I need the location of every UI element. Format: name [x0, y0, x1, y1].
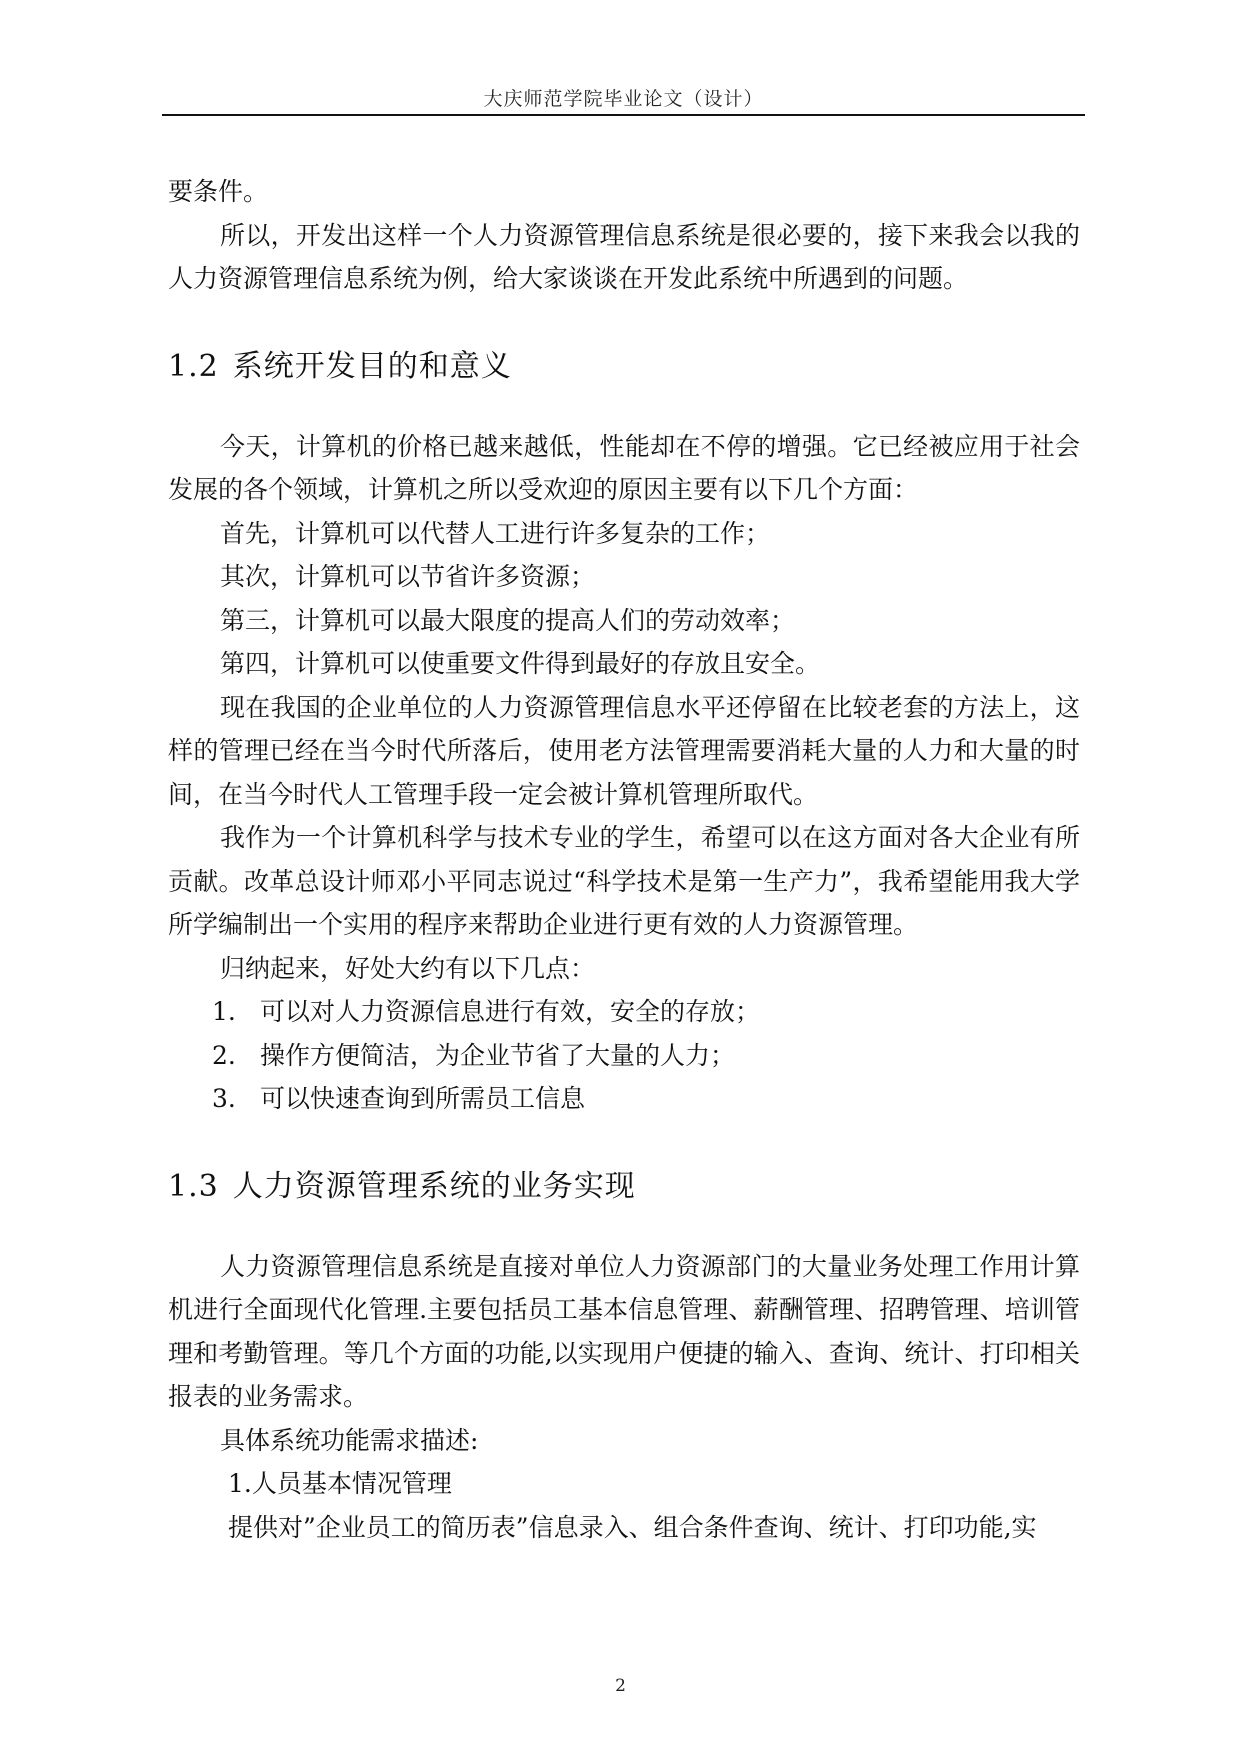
- section-title: 系统开发目的和意义: [232, 348, 512, 384]
- running-header: 大庆师范学院毕业论文（设计）: [483, 88, 764, 110]
- paragraph: 人力资源管理信息系统是直接对单位人力资源部门的大量业务处理工作用计算机进行全面现代化管理.主要包括员工基本信息管理、薪酬管理、招聘管理、培训管理和考勤管理。等几个方面的功能,以实现用户便捷的输入、查询、统计、打印相关报表的业务需求。: [168, 1251, 1080, 1411]
- paragraph: 第三，计算机可以最大限度的提高人们的劳动效率；: [220, 605, 796, 635]
- paragraph: 第四，计算机可以使重要文件得到最好的存放且安全。: [220, 649, 821, 678]
- list-number: 3.: [212, 1084, 236, 1113]
- paragraph: 提供对”企业员工的简历表”信息录入、组合条件查询、统计、打印功能,实: [228, 1512, 1037, 1542]
- header-rule: [162, 114, 1085, 116]
- section-number: 1.3: [168, 1168, 219, 1204]
- list-number: 2.: [212, 1040, 236, 1070]
- paragraph: 其次，计算机可以节省许多资源；: [220, 562, 596, 591]
- list-item: [168, 990, 1080, 1034]
- paragraph: 我作为一个计算机科学与技术专业的学生，希望可以在这方面对各大企业有所贡献。改革总设计师邓小平同志说过“科学技术是第一生产力”，我希望能用我大学所学编制出一个实用的程序来帮助企业进行更有效的人力资源管理。: [168, 823, 1080, 939]
- list-item: [168, 1034, 1080, 1078]
- paragraph: 首先，计算机可以代替人工进行许多复杂的工作；: [220, 518, 771, 548]
- section-title: 人力资源管理系统的业务实现: [232, 1168, 636, 1204]
- subsection-item: 1.人员基本情况管理: [228, 1469, 452, 1498]
- paragraph: 归纳起来，好处大约有以下几点：: [220, 953, 596, 983]
- page-body: [168, 170, 1080, 1549]
- paragraph-continuation: 要条件。: [168, 177, 269, 206]
- paragraph: 具体系统功能需求描述:: [220, 1425, 479, 1455]
- page-number: 2: [615, 1676, 626, 1696]
- list-number: 1.: [212, 997, 236, 1026]
- section-heading-1-3: [168, 1161, 1080, 1205]
- list-text: 可以快速查询到所需员工信息: [260, 1084, 586, 1113]
- section-heading-1-2: [168, 341, 1080, 385]
- list-text: 可以对人力资源信息进行有效，安全的存放；: [260, 997, 761, 1026]
- paragraph: 现在我国的企业单位的人力资源管理信息水平还停留在比较老套的方法上，这样的管理已经在当今时代所落后，使用老方法管理需要消耗大量的人力和大量的时间，在当今时代人工管理手段一定会被计算机管理所取代。: [168, 692, 1080, 809]
- paragraph: 今天，计算机的价格已越来越低，性能却在不停的增强。它已经被应用于社会发展的各个领域，计算机之所以受欢迎的原因主要有以下几个方面：: [168, 431, 1080, 504]
- list-item: [168, 1077, 1080, 1121]
- paragraph: 所以，开发出这样一个人力资源管理信息系统是很必要的，接下来我会以我的人力资源管理信息系统为例，给大家谈谈在开发此系统中所遇到的问题。: [168, 220, 1080, 293]
- list-text: 操作方便简洁，为企业节省了大量的人力；: [260, 1040, 736, 1070]
- section-number: 1.2: [168, 348, 219, 384]
